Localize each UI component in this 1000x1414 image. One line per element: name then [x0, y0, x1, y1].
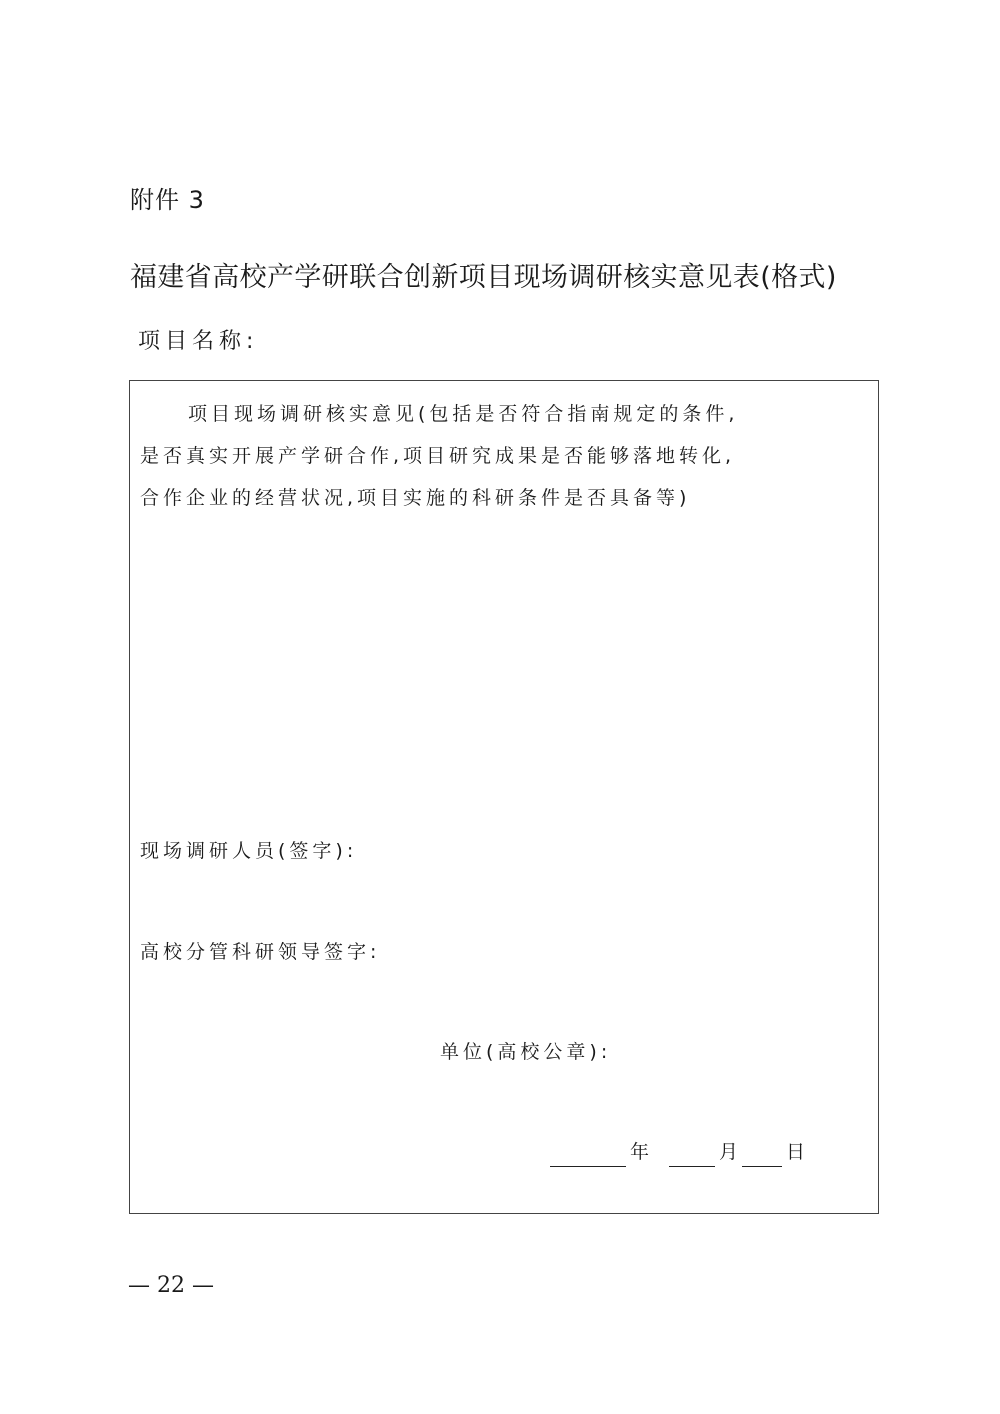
project-name-label: 项目名称:	[138, 329, 259, 354]
unit-seal-label: 单位(高校公章):	[440, 1041, 612, 1063]
month-blank	[669, 1142, 715, 1167]
year-label: 年	[630, 1141, 650, 1163]
date-row	[550, 1137, 809, 1167]
page-title: 福建省高校产学研联合创新项目现场调研核实意见表(格式)	[130, 262, 837, 293]
year-blank	[550, 1142, 626, 1167]
month-label: 月	[719, 1141, 739, 1163]
verification-form-box	[129, 380, 879, 1214]
leader-signature-label: 高校分管科研领导签字:	[140, 941, 381, 963]
form-instructions	[140, 393, 830, 519]
instruction-line: 项目现场调研核实意见(包括是否符合指南规定的条件,	[188, 403, 739, 425]
surveyor-signature-label: 现场调研人员(签字):	[140, 840, 358, 862]
day-label: 日	[786, 1141, 806, 1163]
day-blank	[742, 1142, 782, 1167]
instruction-line: 合作企业的经营状况,项目实施的科研条件是否具备等)	[140, 487, 691, 509]
page-number: — 22 —	[128, 1273, 214, 1298]
attachment-label: 附件 3	[130, 186, 205, 214]
instruction-line: 是否真实开展产学研合作,项目研究成果是否能够落地转化,	[140, 445, 736, 467]
